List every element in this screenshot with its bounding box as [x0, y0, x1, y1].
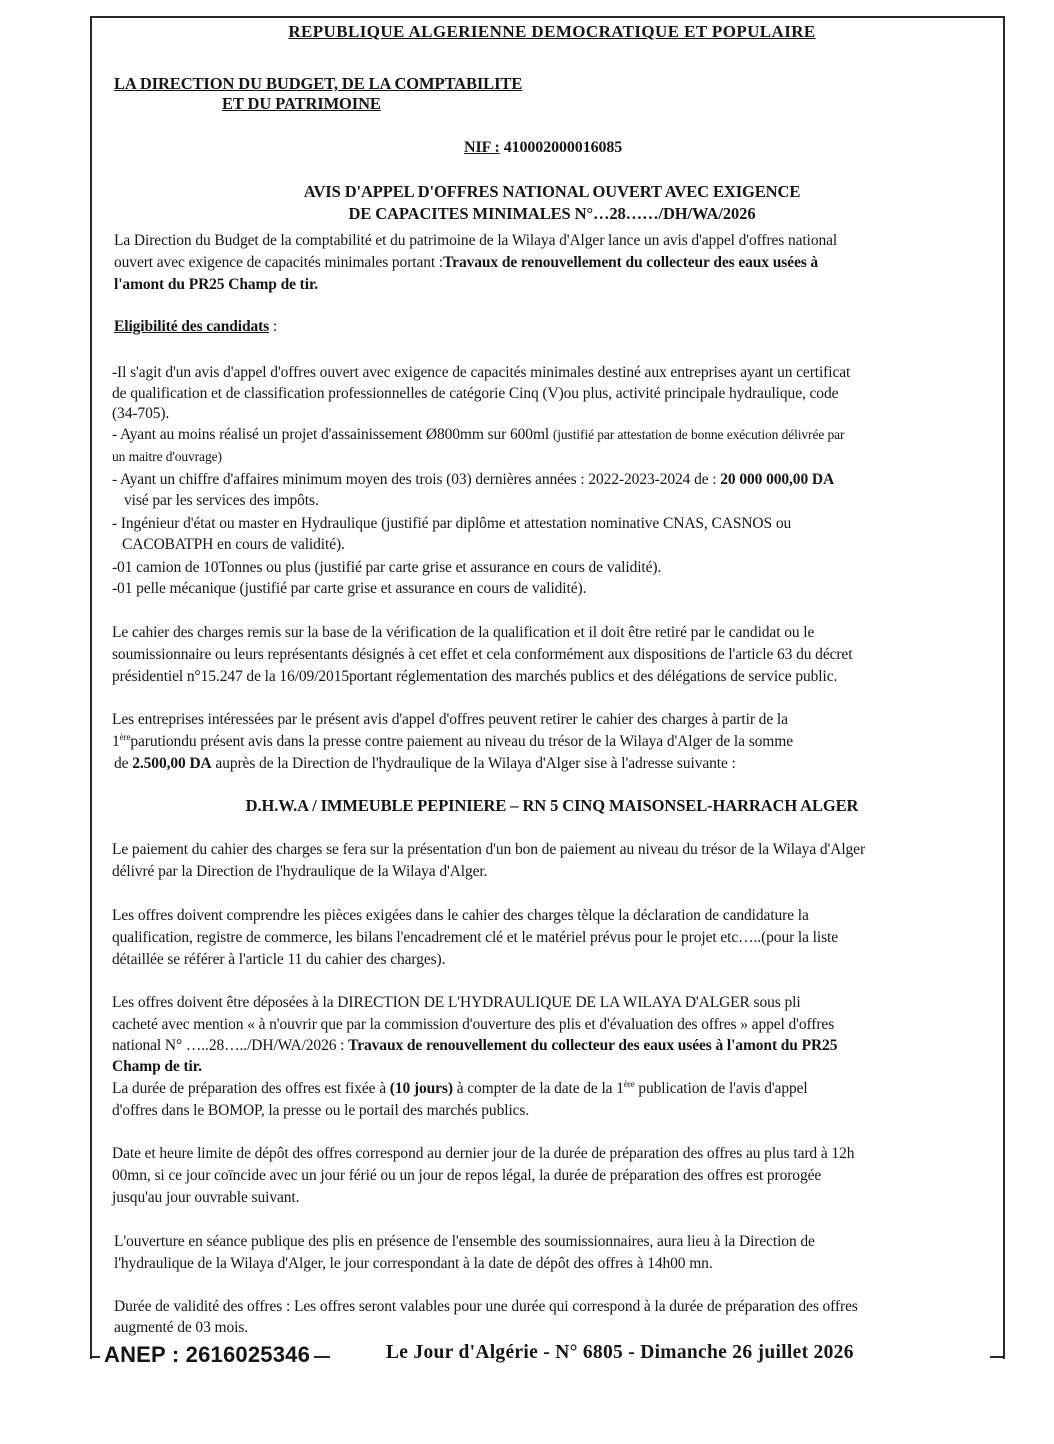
preparation-duration: (10 jours) [389, 1080, 453, 1097]
pieces-line-3: détaillée se référer à l'article 11 du cahier des charges). [112, 951, 446, 968]
retrait-line-3: de 2.500,00 DA auprès de la Direction de l'hydraulique de la Wilaya d'Alger sise à l'adresse suivante : [114, 755, 736, 772]
cahier-price: 2.500,00 DA [132, 755, 212, 772]
retrait-line-1: Les entreprises intéressées par le présent avis d'appel d'offres peuvent retirer le cahier des charges à partir de la [112, 711, 788, 728]
turnover-amount: 20 000 000,00 DA [720, 471, 835, 488]
limite-line-1: Date et heure limite de dépôt des offres correspond au dernier jour de la durée de préparation des offres au plus tard à 12h [112, 1145, 855, 1162]
republic-heading: REPUBLIQUE ALGERIENNE DEMOCRATIQUE ET POPULAIRE [288, 22, 816, 41]
validite-line-2: augmenté de 03 mois. [114, 1319, 249, 1336]
ouverture-line-2: l'hydraulique de la Wilaya d'Alger, le jour correspondant à la date de dépôt des offres à 14h00 mn. [114, 1255, 713, 1272]
paiement-line-1: Le paiement du cahier des charges se fera sur la présentation d'un bon de paiement au niveau du trésor de la Wilaya d'Alger [112, 841, 866, 858]
intro-line-3: l'amont du PR25 Champ de tir. [114, 276, 319, 293]
publication-info: Le Jour d'Algérie - N° 6805 - Dimanche 26 juillet 2026 [380, 1342, 860, 1364]
eligibility-item-4-line-1: - Ingénieur d'état ou master en Hydraulique (justifié par diplôme et attestation nominative CNAS, CASNOS ou [112, 515, 792, 532]
paiement-line-2: délivré par la Direction de l'hydraulique de la Wilaya d'Alger. [112, 863, 488, 880]
depot-line-4: Champ de tir. [112, 1058, 202, 1075]
eligibility-item-1-line-3: (34-705). [112, 405, 170, 422]
nif-value: 410002000016085 [499, 139, 623, 156]
footer-rule-mid [312, 1356, 330, 1358]
direction-line-1: LA DIRECTION DU BUDGET, DE LA COMPTABILITE [114, 74, 523, 93]
validite-line-1: Durée de validité des offres : Les offres seront valables pour une durée qui correspond à la durée de préparation des offres [114, 1298, 858, 1315]
pieces-line-2: qualification, registre de commerce, les bilans l'encadrement clé et le matériel prévus pour le projet etc…..(pour la liste [112, 929, 839, 946]
eligibility-item-4-line-2: CACOBATPH en cours de validité). [122, 536, 345, 553]
depot-line-2: cacheté avec mention « à n'ouvrir que par la commission d'ouverture des plis et d'évaluation des offres » appel d'offres [112, 1016, 835, 1033]
withdrawal-address: D.H.W.A / IMMEUBLE PEPINIERE – RN 5 CINQ MAISONSEL-HARRACH ALGER [245, 796, 859, 815]
anep-reference: ANEP : 2616025346 [100, 1342, 314, 1368]
ouverture-line-1: L'ouverture en séance publique des plis en présence de l'ensemble des soumissionnaires, aura lieu à la Direction de [114, 1233, 815, 1250]
depot-line-6: d'offres dans le BOMOP, la presse ou le portail des marchés publics. [112, 1102, 530, 1119]
limite-line-2: 00mn, si ce jour coïncide avec un jour férié ou un jour de repos légal, la durée de préparation des offres est prorogée [112, 1167, 822, 1184]
intro-line-2: ouvert avec exigence de capacités minimales portant :Travaux de renouvellement du collecteur des eaux usées à [114, 254, 819, 271]
depot-line-5: La durée de préparation des offres est fixée à (10 jours) à compter de la date de la 1ère publication de l'avis d'appel [112, 1078, 808, 1097]
eligibility-item-6: -01 pelle mécanique (justifié par carte grise et assurance en cours de validité). [112, 580, 587, 597]
eligibility-heading: Eligibilité des candidats : [114, 318, 278, 335]
notice-title-line-2: DE CAPACITES MINIMALES N°…28……/DH/WA/2026 [348, 204, 756, 223]
project-title: Travaux de renouvellement du collecteur des eaux usées à [443, 254, 819, 271]
eligibility-item-2-line-1: - Ayant au moins réalisé un projet d'assainissement Ø800mm sur 600ml (justifié par attestation de bonne exécution délivrée par [112, 426, 845, 443]
nif-label: NIF : [464, 139, 500, 156]
cahier-line-1: Le cahier des charges remis sur la base de la vérification de la qualification et il doit être retiré par le candidat ou le [112, 624, 815, 641]
eligibility-item-5: -01 camion de 10Tonnes ou plus (justifié par carte grise et assurance en cours de validité). [112, 559, 662, 576]
retrait-line-2: 1èreparutiondu présent avis dans la presse contre paiement au niveau du trésor de la Wilaya d'Alger de la somme [112, 731, 793, 750]
limite-line-3: jusqu'au jour ouvrable suivant. [112, 1189, 300, 1206]
intro-line-1: La Direction du Budget de la comptabilité et du patrimoine de la Wilaya d'Alger lance un avis d'appel d'offres national [114, 232, 838, 249]
nif-line [464, 138, 622, 158]
eligibility-item-1-line-1: -Il s'agit d'un avis d'appel d'offres ouvert avec exigence de capacités minimales destiné aux entreprises ayant un certificat [112, 364, 851, 381]
eligibility-item-1-line-2: de qualification et de classification professionnelles de catégorie Cinq (V)ou plus, activité principale hydraulique, code [112, 385, 839, 402]
eligibility-item-3-line-2: visé par les services des impôts. [124, 492, 319, 509]
footer-rule-right [990, 1356, 1005, 1358]
notice-title-line-1: AVIS D'APPEL D'OFFRES NATIONAL OUVERT AVEC EXIGENCE [303, 182, 801, 201]
pieces-line-1: Les offres doivent comprendre les pièces exigées dans le cahier des charges tèlque la déclaration de candidature la [112, 907, 809, 924]
eligibility-item-3-line-1: - Ayant un chiffre d'affaires minimum moyen des trois (03) dernières années : 2022-2023-2024 de : 20 000 000,00 DA [112, 471, 835, 488]
direction-line-2: ET DU PATRIMOINE [222, 94, 381, 113]
depot-line-1: Les offres doivent être déposées à la DIRECTION DE L'HYDRAULIQUE DE LA WILAYA D'ALGER sous pli [112, 994, 801, 1011]
eligibility-item-2-line-2: un maitre d'ouvrage) [112, 449, 222, 464]
cahier-line-2: soumissionnaire ou leurs représentants désignés à cet effet et cela conformément aux dispositions de l'article 63 du décret [112, 646, 853, 663]
depot-line-3: national N° …..28…../DH/WA/2026 : Travaux de renouvellement du collecteur des eaux usées à l'amont du PR25 [112, 1037, 838, 1054]
cahier-line-3: présidentiel n°15.247 de la 16/09/2015portant réglementation des marchés publics et des délégations de service public. [112, 668, 838, 685]
